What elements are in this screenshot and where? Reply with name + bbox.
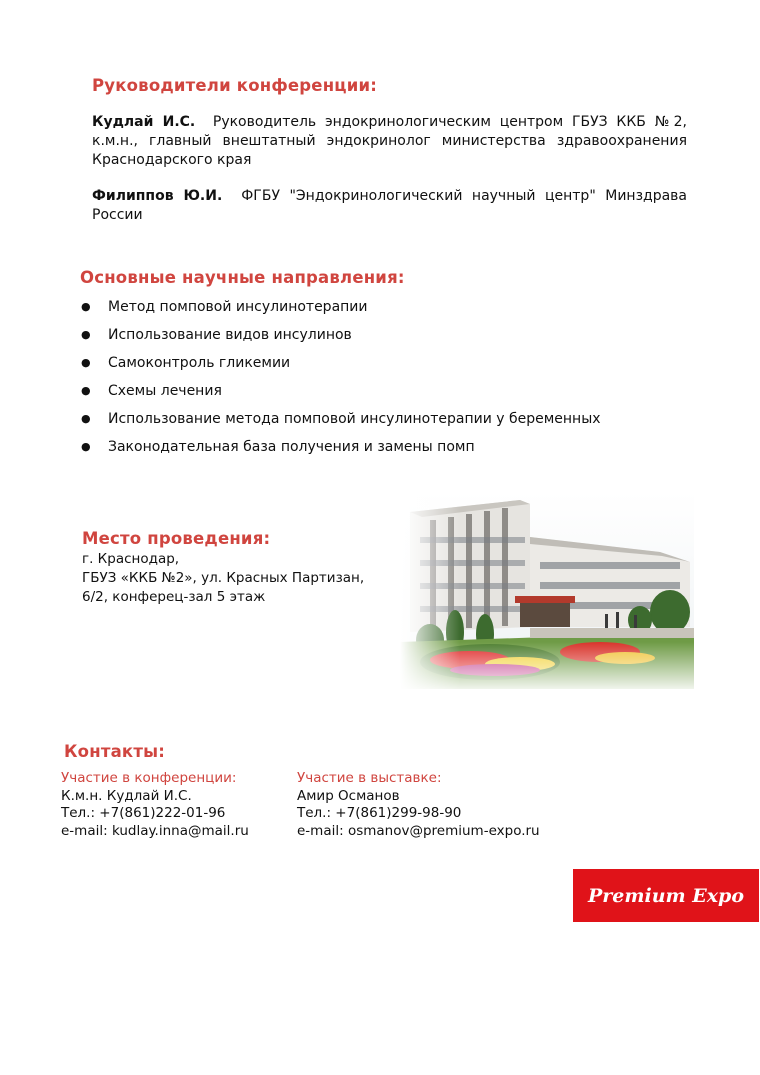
venue-heading: Место проведения: [82, 529, 271, 548]
contact-exhibition-phone: Тел.: +7(861)299-98-90 [297, 805, 462, 821]
directions-list [81, 297, 681, 465]
bullet-icon: ● [81, 384, 91, 397]
list-item: ● Использование метода помповой инсулинотерапии у беременных [81, 411, 601, 427]
list-item: ● Самоконтроль гликемии [81, 355, 291, 371]
bullet-icon: ● [81, 300, 91, 313]
list-item: ● Схемы лечения [81, 383, 222, 399]
leader-1 [92, 113, 687, 170]
leader-2 [92, 187, 687, 225]
list-item: ● Законодательная база получения и замены помп [81, 439, 475, 455]
contact-exhibition-email[interactable]: e-mail: osmanov@premium-expo.ru [297, 822, 540, 839]
leader-1-description: Руководитель эндокринологическим центром ГБУЗ ККБ №2, к.м.н., главный внештатный эндокринолог министерства здравоохранения Краснодарского края [92, 114, 687, 168]
bullet-icon: ● [81, 356, 91, 369]
venue-line: 6/2, конферец-зал 5 этаж [82, 589, 266, 605]
list-item: ● Метод помповой инсулинотерапии [81, 299, 368, 315]
list-item: ● Использование видов инсулинов [81, 327, 352, 343]
directions-heading: Основные научные направления: [80, 268, 405, 287]
contact-conference-title: Участие в конференции: [61, 770, 237, 786]
leader-2-description: ФГБУ "Эндокринологический научный центр" Минздрава России [92, 188, 687, 223]
contact-conference-name: К.м.н. Кудлай И.С. [61, 787, 192, 804]
venue-address [82, 550, 382, 607]
hospital-building-image [400, 492, 694, 689]
bullet-icon: ● [81, 328, 91, 341]
venue-line: ГБУЗ «ККБ №2», ул. Красных Партизан, [82, 570, 365, 586]
contact-exhibition-title: Участие в выставке: [297, 770, 442, 786]
contact-conference-phone: Тел.: +7(861)222-01-96 [61, 805, 226, 821]
contacts-heading: Контакты: [64, 742, 166, 761]
premium-expo-logo [573, 869, 759, 922]
logo-text: Premium Expo [587, 884, 744, 907]
leader-1-name: Кудлай И.С. [92, 114, 196, 130]
bullet-icon: ● [81, 412, 91, 425]
contact-conference [61, 770, 291, 840]
contact-exhibition-name: Амир Османов [297, 787, 400, 804]
contact-conference-email[interactable]: e-mail: kudlay.inna@mail.ru [61, 822, 249, 839]
leaders-heading: Руководители конференции: [92, 76, 378, 95]
venue-line: г. Краснодар, [82, 551, 180, 567]
bullet-icon: ● [81, 440, 91, 453]
contact-exhibition [297, 770, 557, 840]
leader-2-name: Филиппов Ю.И. [92, 188, 223, 204]
